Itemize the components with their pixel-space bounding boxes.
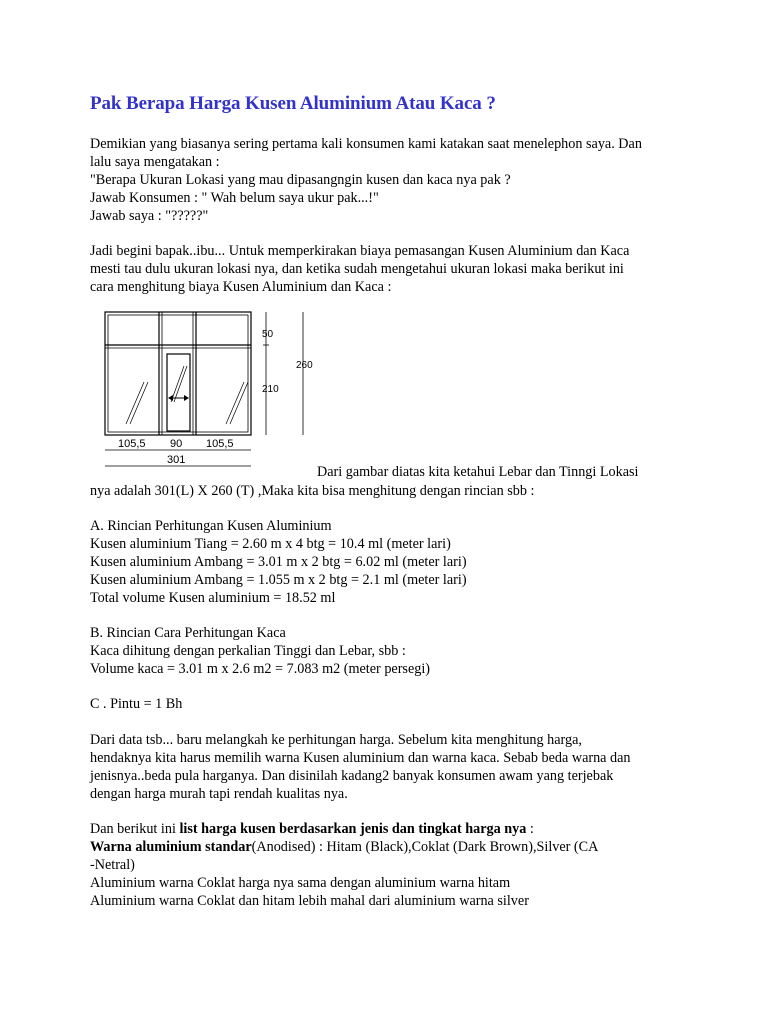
section-a-heading: A. Rincian Perhitungan Kusen Aluminium [90, 518, 332, 534]
explain-line: cara menghitung biaya Kusen Aluminium dan Kaca : [90, 279, 392, 295]
after-diagram-line: Dari gambar diatas kita ketahui Lebar dan Tinngi Lokasi [317, 464, 639, 480]
list-prefix: Dan berikut ini [90, 821, 180, 837]
note-line: Aluminium warna Coklat harga nya sama dengan aluminium warna hitam [90, 875, 511, 891]
note-line: Aluminium warna Coklat dan hitam lebih mahal dari aluminium warna silver [90, 893, 529, 909]
color-bold: Warna aluminium standar [90, 839, 252, 855]
window-frame-diagram [100, 304, 330, 477]
section-a-line: Total volume Kusen aluminium = 18.52 ml [90, 590, 336, 606]
frame-drawing [100, 304, 330, 472]
pricing-line: dengan harga murah tapi rendah kualitas nya. [90, 786, 348, 802]
list-suffix: : [526, 821, 534, 837]
door-arrow-head-left [168, 395, 173, 401]
after-diagram-line: nya adalah 301(L) X 260 (T) ,Maka kita bisa menghitung dengan rincian sbb : [90, 483, 535, 499]
dim-total-height-label: 260 [296, 360, 313, 371]
intro-line: "Berapa Ukuran Lokasi yang mau dipasangngin kusen dan kaca nya pak ? [90, 172, 511, 188]
section-a-line: Kusen aluminium Ambang = 1.055 m x 2 btg = 2.1 ml (meter lari) [90, 572, 467, 588]
section-b-line: Volume kaca = 3.01 m x 2.6 m2 = 7.083 m2 (meter persegi) [90, 661, 431, 677]
pricing-line: Dari data tsb... baru melangkah ke perhitungan harga. Sebelum kita menghitung harga, [90, 732, 582, 748]
explain-line: Jadi begini bapak..ibu... Untuk memperkirakan biaya pemasangan Kusen Aluminium dan Kaca [90, 243, 630, 259]
section-b-line: Kaca dihitung dengan perkalian Tinggi dan Lebar, sbb : [90, 643, 406, 659]
dim-total-width-label: 301 [167, 454, 186, 466]
list-line [90, 820, 534, 838]
color-line [90, 838, 598, 856]
glass-hatch [130, 382, 148, 424]
intro-line: lalu saya mengatakan : [90, 154, 220, 170]
section-b-heading: B. Rincian Cara Perhitungan Kaca [90, 625, 286, 641]
dim-center-label: 90 [170, 438, 183, 450]
page-title: Pak Berapa Harga Kusen Aluminium Atau Kaca ? [90, 93, 496, 114]
dim-left-label: 105,5 [118, 438, 146, 450]
color-line-cont: -Netral) [90, 857, 135, 873]
door-arrow-head-right [184, 395, 189, 401]
pricing-line: hendaknya kita harus memilih warna Kusen aluminium dan warna kaca. Sebab beda warna dan [90, 750, 631, 766]
dim-right-label: 105,5 [206, 438, 234, 450]
intro-line: Demikian yang biasanya sering pertama kali konsumen kami katakan saat menelephon saya. Dan [90, 136, 642, 152]
dim-top-label: 50 [262, 329, 274, 340]
glass-hatch [126, 382, 144, 424]
list-bold: list harga kusen berdasarkan jenis dan tingkat harga nya [179, 821, 527, 837]
inner-frame [108, 315, 248, 432]
door-panel [167, 354, 190, 431]
explain-line: mesti tau dulu ukuran lokasi nya, dan ketika sudah mengetahui ukuran lokasi maka berikut ini [90, 261, 624, 277]
pricing-line: jenisnya..beda pula harganya. Dan disinilah kadang2 banyak konsumen awam yang terjebak [90, 768, 614, 784]
section-c-line: C . Pintu = 1 Bh [90, 696, 183, 712]
section-a-line: Kusen aluminium Tiang = 2.60 m x 4 btg = 10.4 ml (meter lari) [90, 536, 451, 552]
glass-hatch [226, 382, 244, 424]
color-rest: (Anodised) : Hitam (Black),Coklat (Dark Brown),Silver (CA [251, 839, 599, 855]
intro-line: Jawab Konsumen : " Wah belum saya ukur pak...!" [90, 190, 379, 206]
dim-mid-label: 210 [262, 384, 279, 395]
glass-hatch [230, 382, 248, 424]
section-a-line: Kusen aluminium Ambang = 3.01 m x 2 btg = 6.02 ml (meter lari) [90, 554, 467, 570]
intro-line: Jawab saya : "?????" [90, 208, 209, 224]
